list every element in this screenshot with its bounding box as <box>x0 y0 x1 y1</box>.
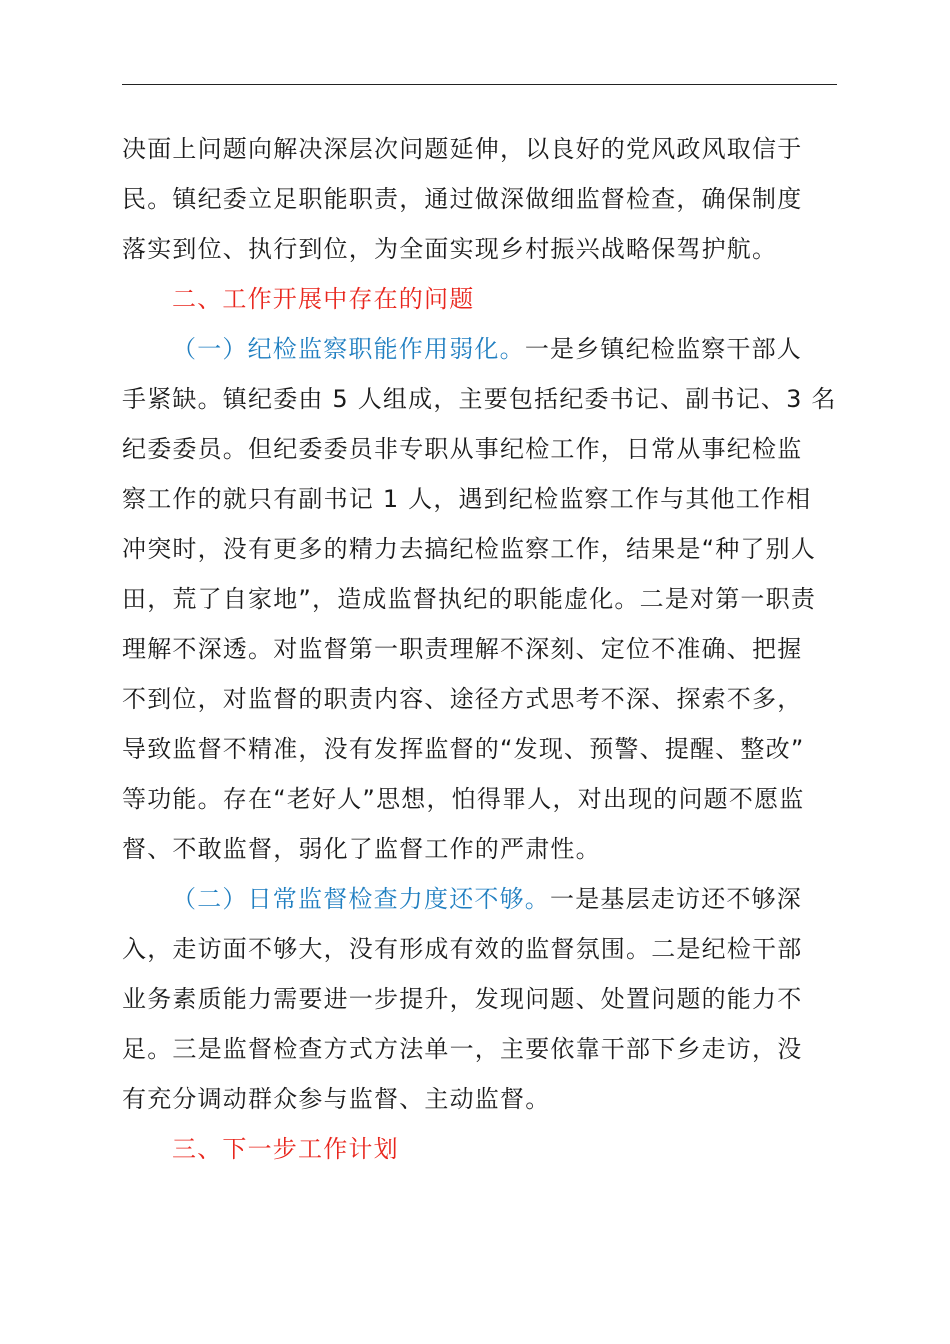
text-line-first <box>122 874 838 924</box>
text-line: 冲突时，没有更多的精力去搞纪检监察工作，结果是“种了别人 <box>122 535 817 563</box>
subheading-sub2: （二）日常监督检查力度还不够。 <box>172 885 550 913</box>
text-line: 纪委委员。但纪委委员非专职从事纪检工作，日常从事纪检监 <box>122 435 803 463</box>
document-body <box>122 124 838 1174</box>
text-line: 察工作的就只有副书记 1 人，遇到纪检监察工作与其他工作相 <box>122 485 812 513</box>
text-line: 理解不深透。对监督第一职责理解不深刻、定位不准确、把握 <box>122 635 803 663</box>
text-line: 导致监督不精准，没有发挥监督的“发现、预警、提醒、整改” <box>122 735 805 763</box>
paragraph-sub2 <box>122 874 838 1124</box>
text-line: 入，走访面不够大，没有形成有效的监督氛围。二是纪检干部 <box>122 935 803 963</box>
subheading-sub1: （一）纪检监察职能作用弱化。 <box>172 335 525 363</box>
text-line: 决面上问题向解决深层次问题延伸，以良好的党风政风取信于 <box>122 135 803 163</box>
text-line: 民。镇纪委立足职能职责，通过做深做细监督检查，确保制度 <box>122 185 803 213</box>
header-rule <box>122 84 837 85</box>
section-heading-next-steps: 三、下一步工作计划 <box>172 1135 399 1163</box>
text-line: 有充分调动群众参与监督、主动监督。 <box>122 1085 551 1113</box>
text-line-first <box>122 324 838 374</box>
text-line: 业务素质能力需要进一步提升，发现问题、处置问题的能力不 <box>122 985 803 1013</box>
text-line: 足。三是监督检查方式方法单一，主要依靠干部下乡走访，没 <box>122 1035 803 1063</box>
paragraph-sub1 <box>122 324 838 874</box>
text-run: 一是乡镇纪检监察干部人 <box>524 335 803 363</box>
text-line: 督、不敢监督，弱化了监督工作的严肃性。 <box>122 835 601 863</box>
text-run: 一是基层走访还不够深 <box>550 885 802 913</box>
text-line: 落实到位、执行到位，为全面实现乡村振兴战略保驾护航。 <box>122 235 778 263</box>
text-line: 手紧缺。镇纪委由 5 人组成，主要包括纪委书记、副书记、3 名 <box>122 385 837 413</box>
section-heading-problems: 二、工作开展中存在的问题 <box>172 285 475 313</box>
text-line: 田，荒了自家地”，造成监督执纪的职能虚化。二是对第一职责 <box>122 585 817 613</box>
paragraph-intro-continuation <box>122 124 838 274</box>
text-line: 等功能。存在“老好人”思想，怕得罪人，对出现的问题不愿监 <box>122 785 805 813</box>
text-line: 不到位，对监督的职责内容、途径方式思考不深、探索不多， <box>122 685 803 713</box>
